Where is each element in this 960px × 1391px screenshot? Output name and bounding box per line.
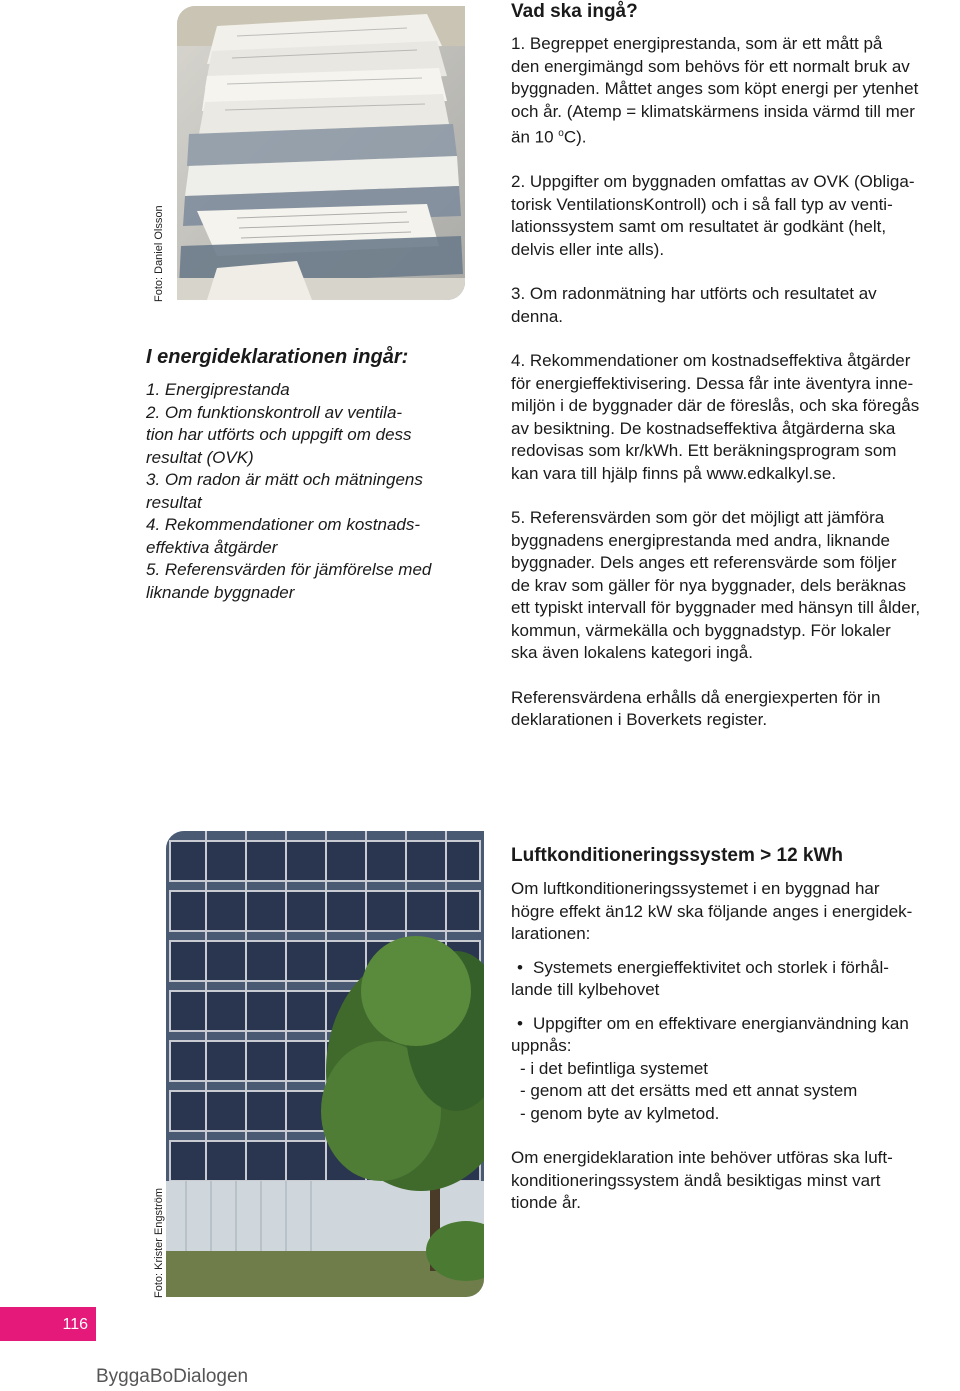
page-number-badge [0, 1307, 96, 1341]
text-line: - i det befintliga systemet [520, 1058, 709, 1078]
paragraph-1 [511, 33, 960, 149]
section-heading: Vad ska ingå? [511, 1, 638, 22]
paragraph-3 [511, 283, 960, 328]
text-line: torisk VentilationsKontroll) och i så fall typ av venti- [511, 194, 893, 214]
paragraph-5 [511, 507, 960, 665]
text-line: Om energideklaration inte behöver utföras ska luft- [511, 1148, 893, 1167]
page-number: 116 [62, 1316, 88, 1333]
text-line: 5. Referensvärden som gör det möjligt att jämföra [511, 508, 885, 528]
intro-paragraph [511, 878, 960, 946]
text-line: deklarationen i Boverkets register. [511, 710, 768, 730]
sidebar-box [146, 345, 476, 604]
text-line: miljön i de byggnader där de föreslås, och ska föregås [511, 396, 920, 416]
text-line: 4. Rekommendationer om kostnadseffektiva åtgärder [511, 351, 911, 371]
text-line: Om luftkonditioneringssystemet i en byggnad har [511, 879, 880, 898]
text-line: larationen: [511, 924, 591, 943]
outro-paragraph [511, 1147, 960, 1215]
paragraph-4 [511, 350, 960, 485]
text-line: konditioneringssystem ändå besiktigas minst vart [511, 1170, 881, 1190]
text-line [511, 1013, 960, 1036]
section-heading: Luftkonditioneringssystem > 12 kWh [511, 845, 844, 866]
text-line: kan vara till hjälp finns på www.edkalkyl.se. [511, 463, 837, 483]
sidebar-line: tion har utförts och uppgift om dess [146, 425, 412, 444]
building-illustration [166, 831, 484, 1297]
paragraph-2 [511, 171, 960, 261]
section-vad-ska-inga [511, 0, 960, 732]
text-line: ett typiskt intervall för byggnader med hänsyn till ålder, [511, 598, 921, 618]
sidebar-line: 5. Referensvärden för jämförelse med [146, 560, 432, 579]
text-line: lande till kylbehovet [511, 980, 660, 999]
text-line: delvis eller inte alls). [511, 239, 665, 259]
text-line: den energimängd som behövs för ett normalt bruk av [511, 56, 910, 76]
paper-tray-photo [177, 6, 465, 300]
text-line: 3. Om radonmätning har utförts och resultatet av [511, 284, 877, 304]
text-line: högre effekt än12 kW ska följande anges i energidek- [511, 901, 913, 921]
text-line [511, 123, 960, 149]
sidebar-line: 4. Rekommendationer om kostnads- [146, 515, 421, 534]
text-line: tionde år. [511, 1193, 581, 1212]
paragraph-6 [511, 687, 960, 732]
bullet-item-2 [511, 1013, 960, 1126]
sidebar-line: resultat [146, 492, 202, 512]
sidebar-list [146, 379, 476, 604]
text-line: 1. Begreppet energiprestanda, som är ett mått på [511, 34, 883, 53]
paper-tray-illustration [177, 6, 465, 300]
text-line: kommun, värmekälla och byggnadstyp. För lokaler [511, 620, 891, 640]
text-line: för energieffektivisering. Dessa får inte äventyra inne- [511, 373, 914, 393]
text-line: byggnadens energiprestanda med andra, liknande [511, 530, 890, 550]
sidebar-line: 1. Energiprestanda [146, 380, 290, 399]
bullet-icon: • [517, 957, 523, 977]
sidebar-line: liknande byggnader [146, 582, 295, 602]
sidebar-line: 3. Om radon är mätt och mätningens [146, 470, 423, 489]
sidebar-line: effektiva åtgärder [146, 537, 278, 557]
text-line: - genom att det ersätts med ett annat system [520, 1081, 858, 1100]
degree-superscript: o [558, 128, 564, 139]
text-line [511, 957, 960, 980]
text-line: - genom byte av kylmetod. [520, 1103, 720, 1123]
text-line: uppnås: [511, 1036, 572, 1055]
text-line: 2. Uppgifter om byggnaden omfattas av OVK (Obliga- [511, 172, 915, 192]
text-line: av besiktning. De kostnadseffektiva åtgärderna ska [511, 418, 896, 438]
office-building-photo [166, 831, 484, 1297]
section-luftkonditionering [511, 844, 960, 1215]
text-line: denna. [511, 306, 563, 326]
bullet-icon: • [517, 1013, 523, 1033]
text-line: och år. (Atemp = klimatskärmens insida värmd till mer [511, 101, 915, 121]
text-line: Referensvärdena erhålls då energiexperten för in [511, 687, 881, 707]
text-line: lationssystem samt om resultatet är godkänt (helt, [511, 217, 887, 237]
sidebar-heading: I energideklarationen ingår: [146, 346, 409, 368]
text-line: de krav som gäller för nya byggnader, dels beräknas [511, 575, 907, 595]
publisher-name: ByggaBoDialogen [96, 1366, 249, 1387]
text-line: byggnader. Dels anges ett referensvärde som följer [511, 553, 897, 573]
sidebar-line: 2. Om funktionskontroll av ventila- [146, 402, 403, 422]
text-fragment: Uppgifter om en effektivare energianvändning kan [533, 1013, 909, 1033]
text-fragment: C). [563, 127, 587, 147]
text-fragment: än 10 [511, 127, 559, 147]
text-fragment: Systemets energieffektivitet och storlek i förhål- [533, 957, 889, 977]
text-line: ska även lokalens kategori ingå. [511, 643, 753, 663]
sidebar-line: resultat (OVK) [146, 447, 254, 467]
text-line: redovisas som kr/kWh. Ett beräkningsprogram som [511, 441, 897, 461]
photo-credit-krister-engstrom: Foto: Krister Engström [153, 1187, 165, 1298]
bullet-item-1 [511, 957, 960, 1002]
photo-credit-daniel-olsson: Foto: Daniel Olsson [153, 205, 165, 302]
text-line: byggnaden. Måttet anges som köpt energi per ytenhet [511, 79, 919, 98]
